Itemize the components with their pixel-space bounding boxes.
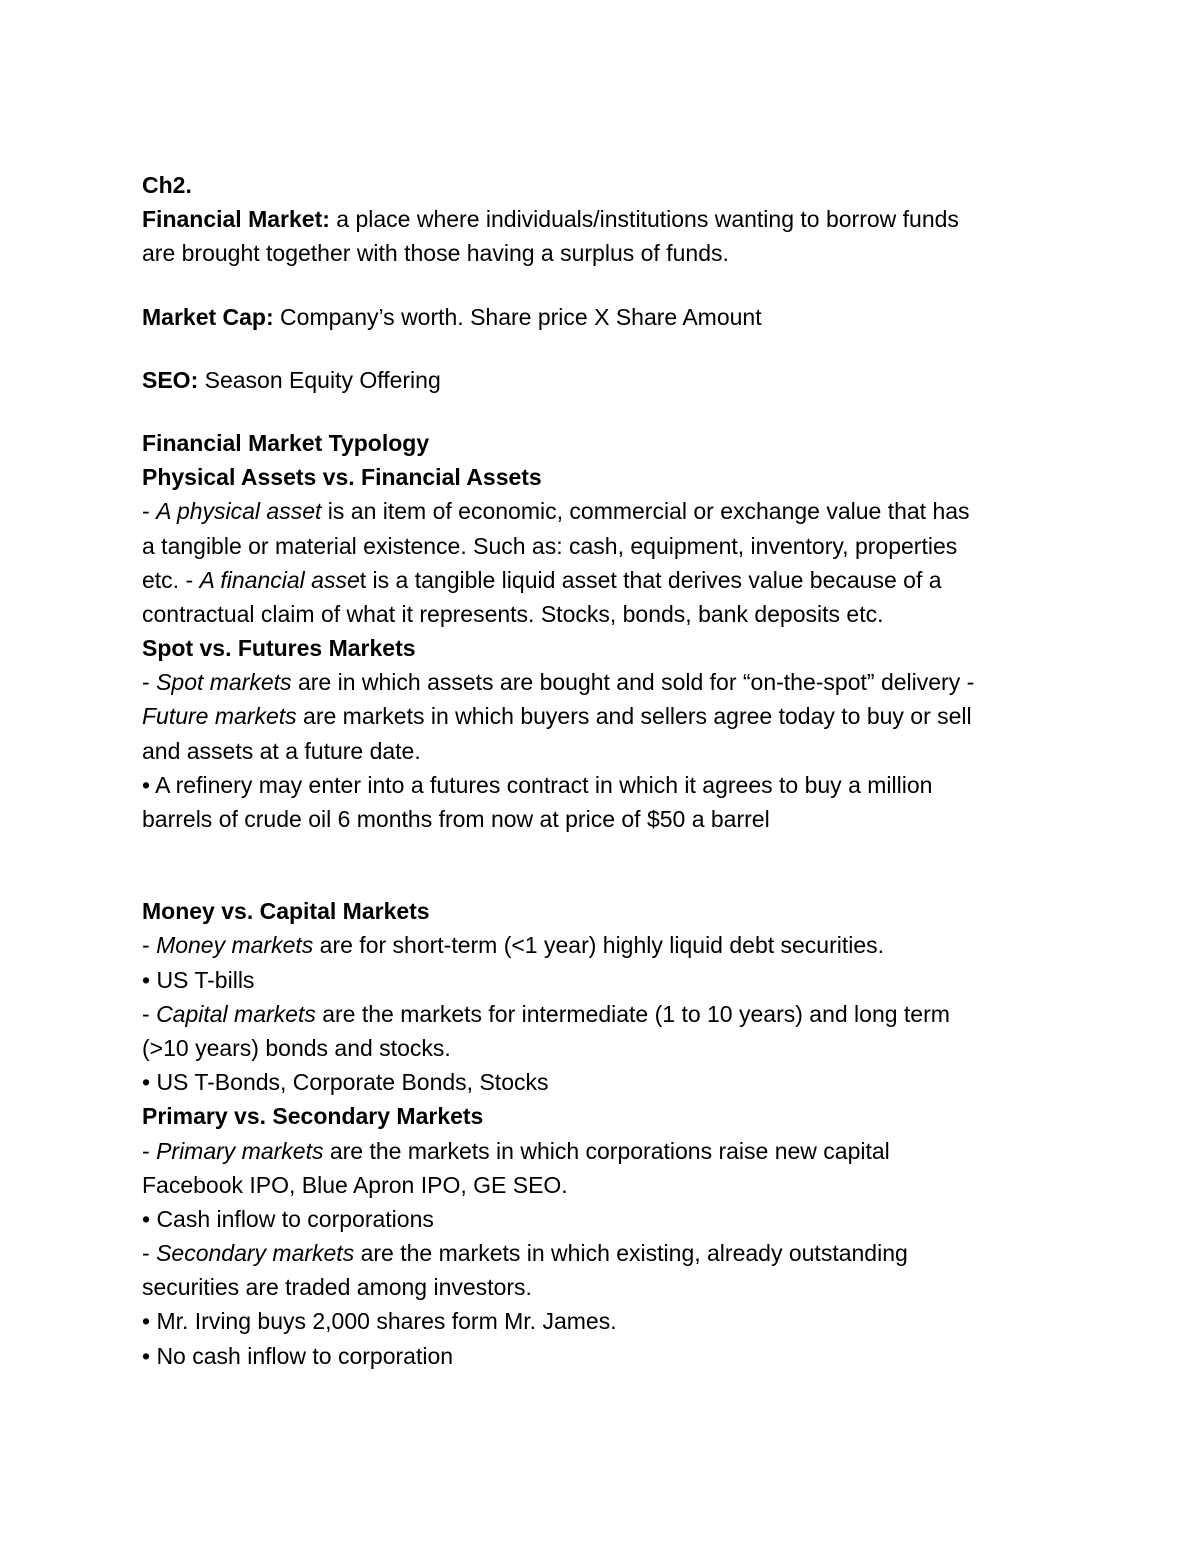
financial-market-text: a place where individuals/institutions wanting to borrow funds [329,206,959,233]
irving-bullet: • Mr. Irving buys 2,000 shares form Mr. James. [142,1308,617,1335]
market-cap-term: Market Cap: [142,303,274,330]
typology-title: Financial Market Typology [142,429,430,456]
physical-asset-line-2: a tangible or material existence. Such as: cash, equipment, inventory, properties [142,532,958,559]
secondary-markets-line-1: - Secondary markets are the markets in which existing, already outstanding [142,1240,908,1267]
primary-secondary-heading: Primary vs. Secondary Markets [142,1103,484,1130]
ipo-examples-line: Facebook IPO, Blue Apron IPO, GE SEO. [142,1171,568,1198]
tbonds-bullet: • US T-Bonds, Corporate Bonds, Stocks [142,1069,549,1096]
market-cap-def [142,300,1062,334]
money-capital-heading: Money vs. Capital Markets [142,898,430,925]
financial-asset-line-1: etc. - A financial asset is a tangible liquid asset that derives value because of a [142,566,942,593]
secondary-markets-line-2: securities are traded among investors. [142,1274,532,1301]
primary-markets-line: - Primary markets are the markets in which corporations raise new capital [142,1137,890,1164]
financial-market-def-line-1 [142,202,1062,236]
financial-market-term: Financial Market: [142,206,330,233]
refinery-bullet-line-2: barrels of crude oil 6 months from now at price of $50 a barrel [142,806,770,832]
seo-text: Season Equity Offering [198,366,441,393]
physical-assets-heading: Physical Assets vs. Financial Assets [142,464,542,491]
cash-inflow-bullet: • Cash inflow to corporations [142,1205,434,1232]
future-markets-line-2: and assets at a future date. [142,737,421,764]
spot-markets-line: - Spot markets are in which assets are bought and sold for “on-the-spot” delivery - [142,669,975,696]
spot-futures-heading: Spot vs. Futures Markets [142,635,416,662]
seo-term: SEO: [142,366,199,393]
future-markets-line-1: Future markets are markets in which buyers and sellers agree today to buy or sell [142,703,972,730]
market-cap-text: Company’s worth. Share price X Share Amount [273,303,762,330]
no-cash-inflow-bullet: • No cash inflow to corporation [142,1342,454,1369]
refinery-bullet-line-1: • A refinery may enter into a futures contract in which it agrees to buy a million [142,771,933,798]
capital-markets-line-1: - Capital markets are the markets for intermediate (1 to 10 years) and long term [142,1000,950,1027]
financial-market-def-line-2: are brought together with those having a surplus of funds. [142,240,729,267]
capital-markets-line-2: (>10 years) bonds and stocks. [142,1034,451,1061]
money-markets-line: - Money markets are for short-term (<1 year) highly liquid debt securities. [142,932,885,959]
tbills-bullet: • US T-bills [142,966,255,993]
document-page [142,168,1062,1373]
seo-def [142,363,1062,397]
chapter-heading: Ch2. [142,172,192,198]
financial-asset-line-2: contractual claim of what it represents. Stocks, bonds, bank deposits etc. [142,600,884,627]
physical-asset-line-1: - A physical asset is an item of economic, commercial or exchange value that has [142,498,970,525]
